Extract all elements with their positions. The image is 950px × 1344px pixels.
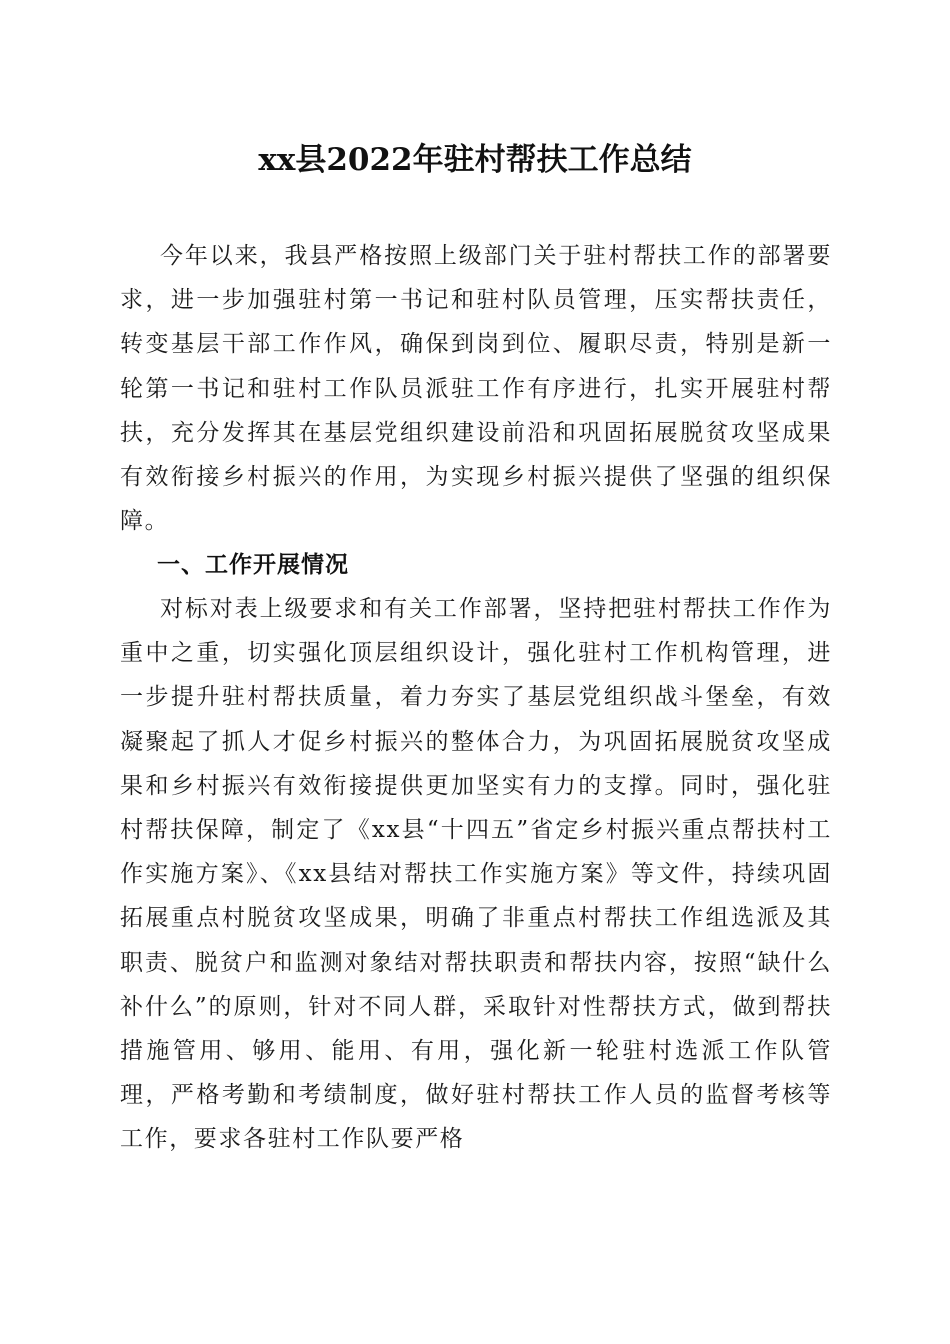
document-title: xx县2022年驻村帮扶工作总结 bbox=[258, 142, 692, 178]
intro-paragraph: 今年以来，我县严格按照上级部门关于驻村帮扶工作的部署要求，进一步加强驻村第一书记和驻村队员管理，压实帮扶责任，转变基层干部工作作风，确保到岗到位、履职尽责，特别是新一轮第一书记和驻村工作队员派驻工作有序进行，扎实开展驻村帮扶，充分发挥其在基层党组织建设前沿和巩固拓展脱贫攻坚成果有效衔接乡村振兴的作用，为实现乡村振兴提供了坚强的组织保障。 bbox=[120, 243, 832, 535]
section-heading: 一、工作开展情况 bbox=[157, 552, 349, 578]
section-paragraph: 对标对表上级要求和有关工作部署，坚持把驻村帮扶工作作为重中之重，切实强化顶层组织设计，强化驻村工作机构管理，进一步提升驻村帮扶质量，着力夯实了基层党组织战斗堡垒，有效凝聚起了抓人才促乡村振兴的整体合力，为巩固拓展脱贫攻坚成果和乡村振兴有效衔接提供更加坚实有力的支撑。同时，强化驻村帮扶保障，制定了《xx县“十四五”省定乡村振兴重点帮扶村工作实施方案》、《xx县结对帮扶工作实施方案》等文件，持续巩固拓展重点村脱贫攻坚成果，明确了非重点村帮扶工作组选派及其职责、脱贫户和监测对象结对帮扶职责和帮扶内容，按照“缺什么补什么”的原则，针对不同人群，采取针对性帮扶方式，做到帮扶措施管用、够用、能用、有用，强化新一轮驻村选派工作队管理，严格考勤和考绩制度，做好驻村帮扶工作人员的监督考核等工作，要求各驻村工作队要严格 bbox=[120, 596, 832, 1153]
